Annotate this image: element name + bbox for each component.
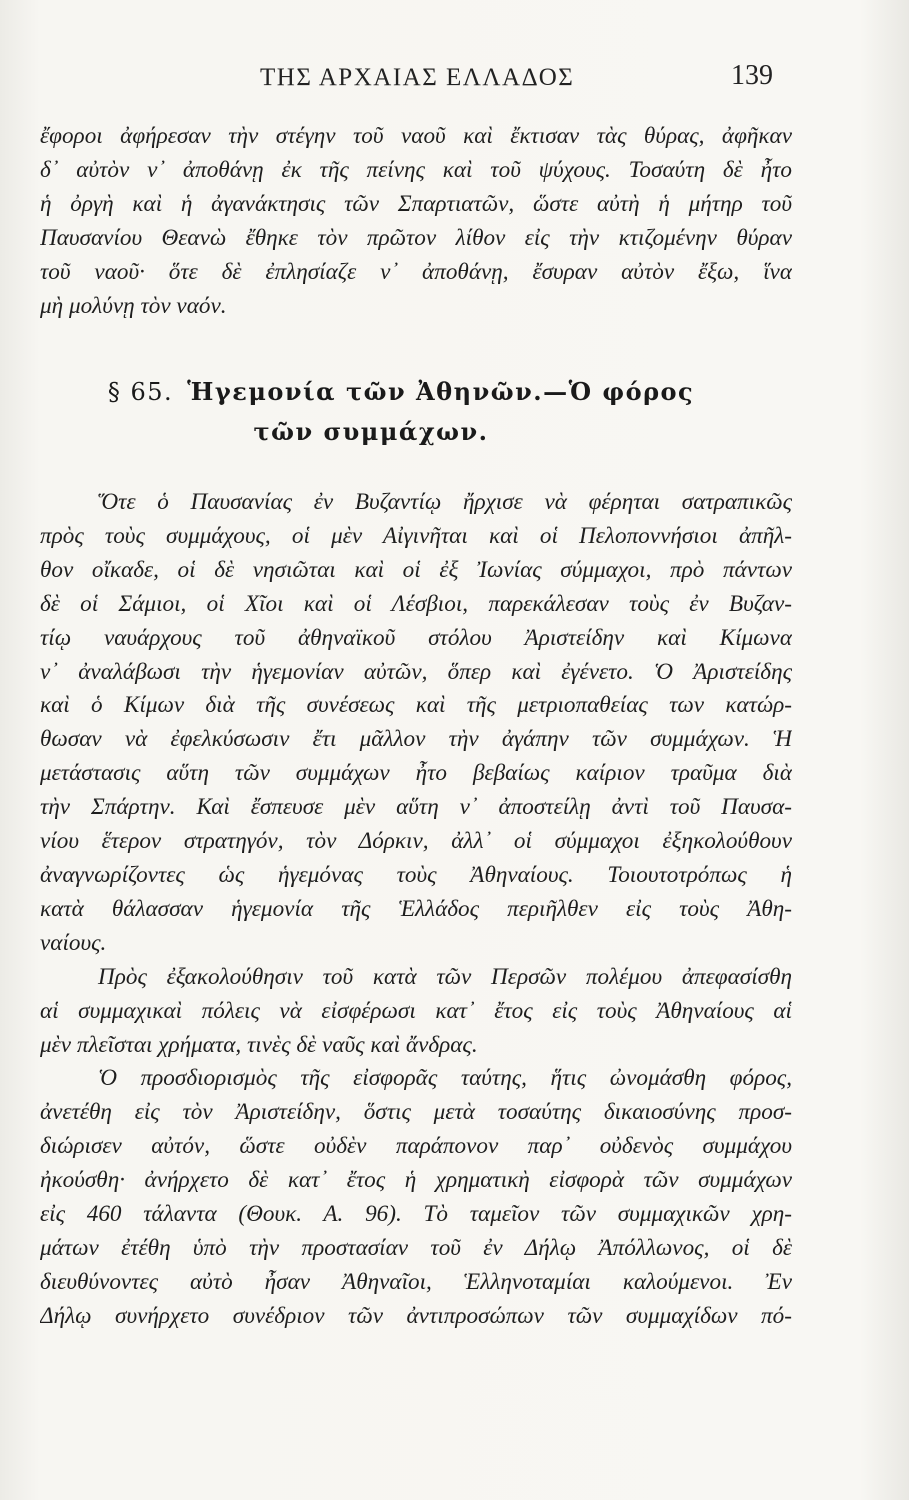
text-line: ἀνετέθη εἰς τὸν Ἀριστείδην, ὅστις μετὰ τοσαύτης δικαιοσύνης προσ- [40, 1099, 792, 1126]
text-line: ν᾽ ἀναλάβωσι τὴν ἡγεμονίαν αὐτῶν, ὅπερ καὶ ἐγένετο. Ὁ Ἀριστείδης [40, 658, 792, 685]
text-line: Ὅτε ὁ Παυσανίας ἐν Βυζαντίῳ ἤρχισε νὰ φέρηται σατραπικῶς [98, 489, 792, 515]
text-line: τίῳ ναυάρχους τοῦ ἀθηναϊκοῦ στόλου Ἀριστείδην καὶ Κίμωνα [40, 624, 792, 651]
section-heading [40, 372, 792, 452]
text-line: δ᾽ αὐτὸν ν᾽ ἀποθάνῃ ἐκ τῆς πείνης καὶ τοῦ ψύχους. Τοσαύτη δὲ ἦτο [40, 156, 792, 183]
section-body [40, 486, 792, 1334]
text-line: κατὰ θάλασσαν ἡγεμονία τῆς Ἑλλάδος περιῆλθεν εἰς τοὺς Ἀθη- [40, 895, 792, 922]
text-line: τοῦ ναοῦ· ὅτε δὲ ἐπλησίαζε ν᾽ ἀποθάνῃ, ἔσυραν αὐτὸν ἔξω, ἵνα [40, 258, 792, 285]
text-line: ἀναγνωρίζοντες ὡς ἡγεμόνας τοὺς Ἀθηναίους. Τοιουτοτρόπως ἡ [40, 861, 792, 888]
text-line: καὶ ὁ Κίμων διὰ τῆς συνέσεως καὶ τῆς μετριοπαθείας των κατώρ- [40, 692, 792, 719]
text-line: ἠκούσθη· ἀνήρχετο δὲ κατ᾽ ἔτος ἡ χρηματικὴ εἰσφορὰ τῶν συμμάχων [40, 1167, 792, 1194]
text-line: δὲ οἱ Σάμιοι, οἱ Χῖοι καὶ οἱ Λέσβιοι, παρεκάλεσαν τοὺς ἐν Βυζαν- [40, 590, 792, 617]
text-line: μὲν πλεῖσται χρήματα, τινὲς δὲ ναῦς καὶ ἄνδρας. [40, 1031, 478, 1058]
text-line: ἔφοροι ἀφήρεσαν τὴν στέγην τοῦ ναοῦ καὶ ἔκτισαν τὰς θύρας, ἀφῆκαν [40, 123, 792, 149]
text-line: Πρὸς ἐξακολούθησιν τοῦ κατὰ τῶν Περσῶν πολέμου ἀπεφασίσθη [98, 963, 792, 990]
text-line: Δήλῳ συνήρχετο συνέδριον τῶν ἀντιπροσώπων τῶν συμμαχίδων πό- [40, 1302, 792, 1329]
running-title: ΤΗΣ ΑΡΧΑΙΑΣ ΕΛΛΑΔΟΣ [260, 64, 575, 91]
text-line: διώρισεν αὐτόν, ὥστε οὐδὲν παράπονον παρ᾽ οὐδενὸς συμμάχου [40, 1133, 792, 1160]
section-number: § 65. [107, 378, 174, 406]
text-line: ναίους. [40, 929, 107, 956]
section-heading-line-1 [40, 372, 792, 412]
running-head [0, 56, 909, 96]
text-line: αἱ συμμαχικαὶ πόλεις νὰ εἰσφέρωσι κατ᾽ ἔτος εἰς τοὺς Ἀθηναίους αἱ [40, 997, 792, 1024]
text-line: μὴ μολύνῃ τὸν ναόν. [40, 292, 227, 319]
text-line: διευθύνοντες αὐτὸ ἦσαν Ἀθηναῖοι, Ἑλληνοταμίαι καλούμενοι. Ἐν [40, 1268, 792, 1295]
text-line: Παυσανίου Θεανὼ ἔθηκε τὸν πρῶτον λίθον εἰς τὴν κτιζομένην θύραν [40, 224, 792, 251]
section-title-part-1: Ἡγεμονία τῶν Ἀθηνῶν.—Ὁ φόρος [187, 377, 695, 406]
text-line: πρὸς τοὺς συμμάχους, οἱ μὲν Αἰγινῆται καὶ οἱ Πελοποννήσιοι ἀπῆλ- [40, 522, 792, 549]
text-line: ἡ ὀργὴ καὶ ἡ ἀγανάκτησις τῶν Σπαρτιατῶν, ὥστε αὐτὴ ἡ μήτηρ τοῦ [40, 190, 792, 217]
text-line: μάτων ἐτέθη ὑπὸ τὴν προστασίαν τοῦ ἐν Δήλῳ Ἀπόλλωνος, οἱ δὲ [40, 1234, 792, 1261]
text-line: νίου ἕτερον στρατηγόν, τὸν Δόρκιν, ἀλλ᾽ οἱ σύμμαχοι ἐξηκολούθουν [40, 828, 792, 855]
continued-paragraph [40, 120, 792, 323]
text-line: τὴν Σπάρτην. Καὶ ἔσπευσε μὲν αὕτη ν᾽ ἀποστείλῃ ἀντὶ τοῦ Παυσα- [40, 794, 792, 821]
page-number: 139 [731, 60, 773, 91]
text-line: Ὁ προσδιορισμὸς τῆς εἰσφορᾶς ταύτης, ἥτις ὠνομάσθη φόρος, [98, 1065, 792, 1092]
section-title-part-2: τῶν συμμάχων. [253, 417, 489, 446]
text-line: μετάστασις αὕτη τῶν συμμάχων ἦτο βεβαίως καίριον τραῦμα διὰ [40, 760, 792, 787]
text-line: θον οἴκαδε, οἱ δὲ νησιῶται καὶ οἱ ἐξ Ἰωνίας σύμμαχοι, πρὸ πάντων [40, 556, 792, 583]
text-line: θωσαν νὰ ἐφελκύσωσιν ἔτι μᾶλλον τὴν ἀγάπην τῶν συμμάχων. Ἡ [40, 726, 792, 753]
text-line: εἰς 460 τάλαντα (Θουκ. Α. 96). Τὸ ταμεῖον τῶν συμμαχικῶν χρη- [40, 1201, 792, 1228]
